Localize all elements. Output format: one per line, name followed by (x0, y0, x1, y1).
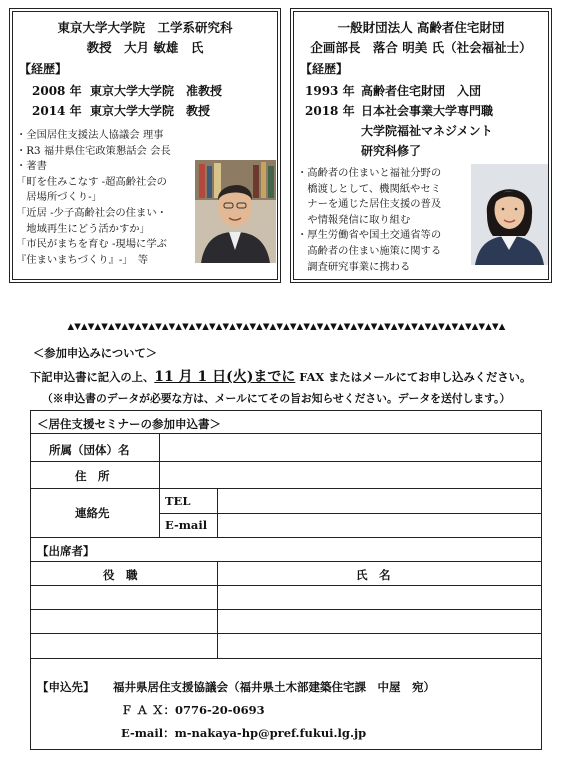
org-field[interactable] (160, 434, 542, 461)
email-label: E-mail (165, 518, 208, 532)
submit-destination: 福井県居住支援協議会（福井県土木部建築住宅課 中屋 宛） (113, 680, 435, 694)
career-item: 2008 年 東京大学大学院 准教授 (32, 84, 223, 98)
career-item: 2018 年 日本社会事業大学専門職 (305, 104, 494, 118)
org-label: 所属（団体）名 (49, 443, 130, 457)
speaker-card-ochiai (290, 8, 552, 283)
speaker-name: 教授 大月 敏雄 氏 (86, 40, 204, 55)
fax-number: Ｆ Ａ Ｘ：0776-20-0693 (121, 703, 265, 717)
speaker-affiliation: 東京大学大学院 工学系研究科 (57, 20, 233, 35)
career-heading: 【経歴】 (19, 62, 68, 76)
form-title: ＜居住支援セミナーの参加申込書＞ (37, 417, 221, 431)
name-column-header: 氏 名 (356, 568, 391, 582)
address-field[interactable] (160, 462, 542, 488)
speaker-photo (471, 164, 548, 265)
career-heading: 【経歴】 (300, 62, 349, 76)
deadline-date: 11 月 1 日(火)までに (154, 369, 296, 385)
contact-label: 連絡先 (75, 506, 110, 520)
position-column-header: 役 職 (103, 568, 138, 582)
name-field[interactable] (218, 610, 542, 633)
tel-field[interactable] (218, 489, 542, 513)
name-field[interactable] (218, 586, 542, 609)
instruction-line: 下記申込書に記入の上、11 月 1 日(火)までに FAX またはメールにてお申し込みください。 (30, 369, 532, 385)
speaker-photo (195, 160, 276, 263)
name-field[interactable] (218, 634, 542, 658)
application-form (30, 410, 542, 750)
tel-label: TEL (165, 494, 191, 508)
email-field[interactable] (218, 514, 542, 537)
speaker-name: 企画部長 落合 明美 氏（社会福祉士） (310, 40, 532, 55)
email-address[interactable]: E-mail：m-nakaya-hp@pref.fukui.lg.jp (121, 726, 367, 740)
career-item: 2014 年 東京大学大学院 教授 (32, 104, 211, 118)
position-field[interactable] (32, 586, 217, 609)
address-label: 住 所 (75, 469, 110, 483)
career-item: 大学院福祉マネジメント (361, 124, 493, 138)
submit-label: 【申込先】 (37, 680, 95, 694)
decorative-separator: ▲▼▲▼▲▼▲▼▲▼▲▼▲▼▲▼▲▼▲▼▲▼▲▼▲▼▲▼▲▼▲▼▲▼▲▼▲▼▲▼▲▼▲▼▲▼▲▼▲▼▲▼▲▼▲▼▲▼▲▼▲▼▲▼▲ (67, 322, 506, 332)
bullet-list: ・全国居住支援法人協議会 理事 ・R3 福井県住宅政策懇話会 会長 ・著書 「町を住みこなす -超高齢社会の 居場所づくり-」 「近居 -少子高齢社会の住まい・ 地域再生にどう活かすか」 「市民がまちを育む -現場に学ぶ 『住まいまちづくり』-」 等 (16, 129, 171, 266)
career-item: 研究科修了 (361, 144, 422, 158)
section-heading: ＜参加申込みについて＞ (33, 346, 158, 360)
speaker-card-otsuki (9, 8, 281, 283)
speaker-affiliation: 一般財団法人 高齢者住宅財団 (337, 20, 505, 35)
career-item: 1993 年 高齢者住宅財団 入団 (305, 84, 482, 98)
position-field[interactable] (32, 634, 217, 658)
attendee-heading: 【出席者】 (37, 544, 95, 558)
bullet-list: ・高齢者の住まいと福祉分野の 橋渡しとして、機関紙やセミ ナーを通じた居住支援の普及 や情報発信に取り組む ・厚生労働省や国土交通省等の 高齢者の住まい施策に関する 調査研究事業に携わる (297, 167, 442, 273)
note-line: （※申込書のデータが必要な方は、メールにてその旨お知らせください。データを送付します。） (42, 392, 511, 405)
position-field[interactable] (32, 610, 217, 633)
